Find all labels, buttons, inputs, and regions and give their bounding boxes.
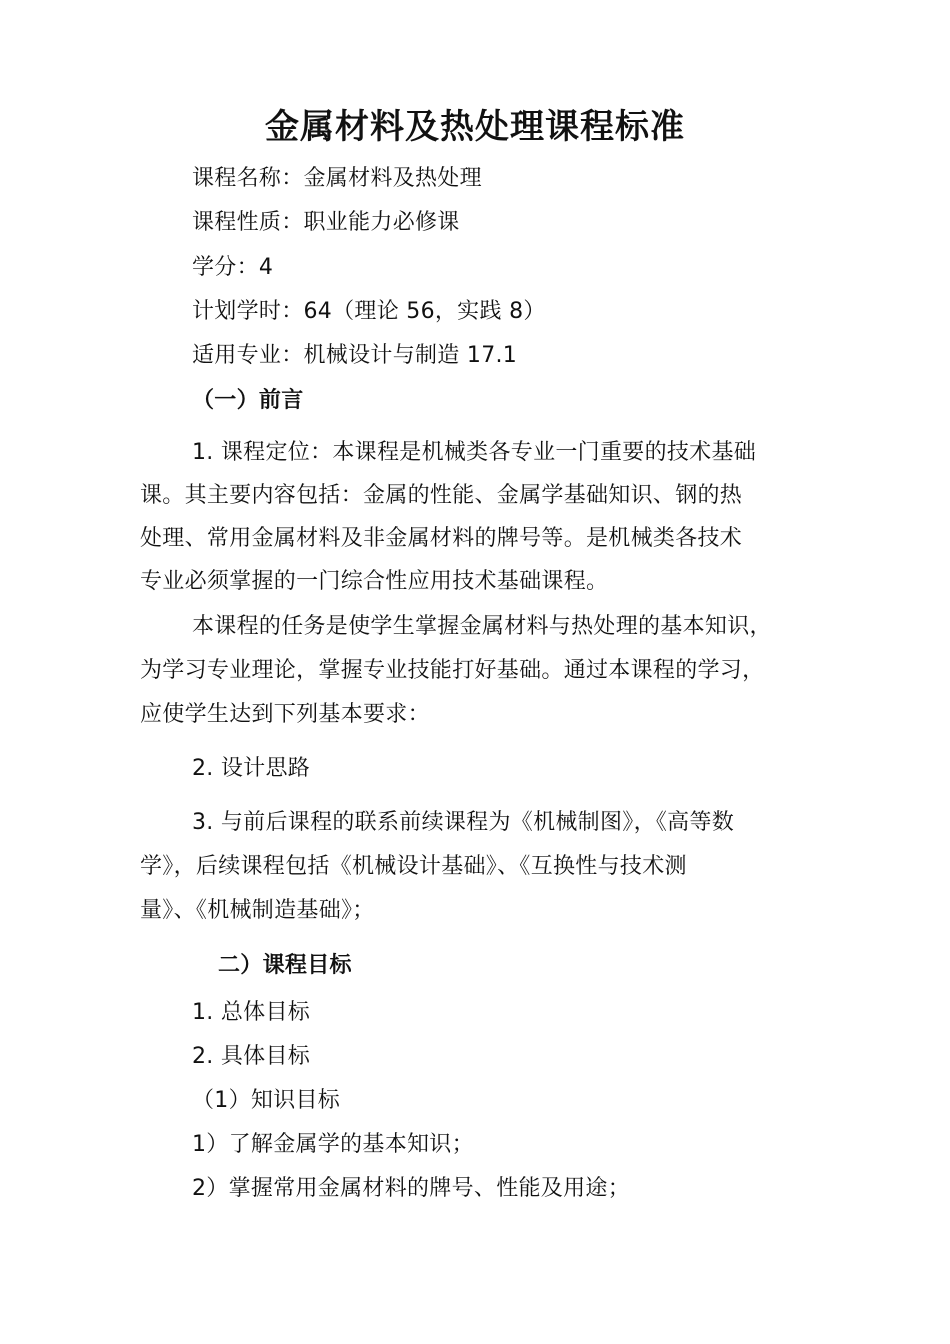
paragraph-line: 本课程的任务是使学生掌握金属材料与热处理的基本知识，: [192, 614, 772, 639]
credits-line: 学分：4: [192, 255, 274, 280]
document-title: 金属材料及热处理课程标准: [265, 107, 685, 147]
knowledge-objective-line: （1）知识目标: [192, 1088, 341, 1113]
course-name-line: 课程名称：金属材料及热处理: [192, 166, 482, 191]
list-item: 2）掌握常用金属材料的牌号、性能及用途；: [192, 1176, 630, 1201]
paragraph-line: 应使学生达到下列基本要求：: [140, 702, 430, 727]
paragraph-line: 3. 与前后课程的联系前续课程为《机械制图》，《高等数: [192, 810, 735, 835]
paragraph-line: 课。其主要内容包括：金属的性能、金属学基础知识、钢的热: [140, 483, 743, 508]
paragraph-line: 专业必须掌握的一门综合性应用技术基础课程。: [140, 569, 609, 594]
section-heading-objectives: 二）课程目标: [218, 953, 352, 978]
paragraph-line: 为学习专业理论，掌握专业技能打好基础。通过本课程的学习，: [140, 658, 765, 683]
specific-objective-line: 2. 具体目标: [192, 1044, 311, 1069]
paragraph-line: 处理、常用金属材料及非金属材料的牌号等。是机械类各技术: [140, 526, 743, 551]
paragraph-line: 1. 课程定位：本课程是机械类各专业一门重要的技术基础: [192, 440, 757, 465]
major-line: 适用专业：机械设计与制造 17.1: [192, 343, 518, 368]
paragraph-line: 量》、《机械制造基础》；: [140, 898, 375, 923]
paragraph-line: 学》，后续课程包括《机械设计基础》、《互换性与技术测: [140, 854, 687, 879]
overall-objective-line: 1. 总体目标: [192, 1000, 311, 1025]
hours-line: 计划学时：64（理论 56，实践 8）: [192, 299, 546, 324]
design-idea-line: 2. 设计思路: [192, 756, 311, 781]
course-nature-line: 课程性质：职业能力必修课: [192, 210, 460, 235]
list-item: 1）了解金属学的基本知识；: [192, 1132, 474, 1157]
section-heading-preface: （一）前言: [192, 388, 304, 413]
